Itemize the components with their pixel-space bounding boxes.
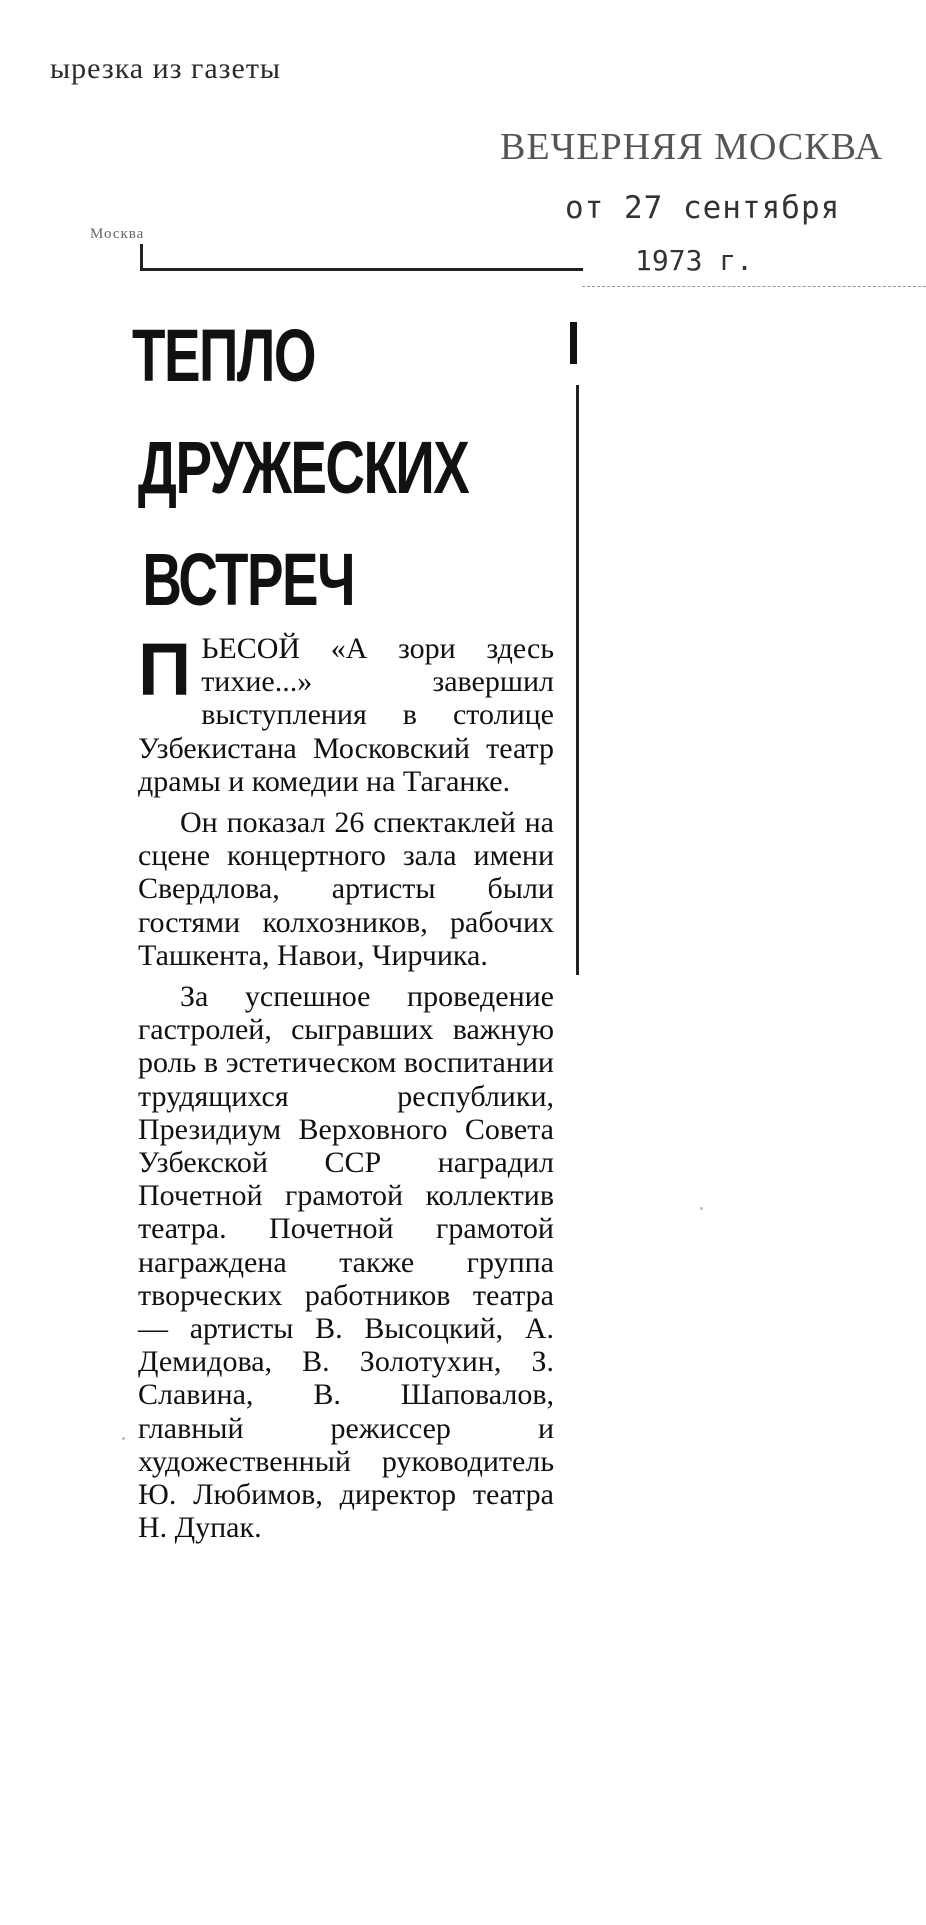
paragraph-2: Он показал 26 спектаклей на сцене концертного зала имени Свердлова, артисты были гостями колхозников, рабочих Ташкента, Навои, Чирчика. xyxy=(138,806,554,972)
clipping-label: ырезка из газеты xyxy=(50,52,282,85)
headline-line-2: ДРУЖЕСКИХ xyxy=(137,426,469,509)
article-body xyxy=(138,628,554,1545)
column-mark xyxy=(570,322,577,364)
paper-speck xyxy=(700,1207,703,1210)
paper-speck xyxy=(122,1437,125,1440)
drop-cap: П xyxy=(138,628,192,711)
publication-date: от 27 сентября xyxy=(565,190,841,226)
city-stamp: Москва xyxy=(90,226,145,242)
paragraph-3: За успешное проведение гастролей, сыгравших важную роль в эстетическом воспитании трудящихся республики, Президиум Верховного Совета Узбекской ССР наградил Почетной грамотой коллектив театра. Почетной грамотой награждена также группа творческих работников театра — артисты В. Высоцкий, А. Демидова, В. Золотухин, З. Славина, В. Шаповалов, главный режиссер и художественный руководитель Ю. Любимов, директор театра Н. Дупак. xyxy=(138,980,554,1545)
header-rule xyxy=(140,244,583,271)
newspaper-name: ВЕЧЕРНЯЯ МОСКВА xyxy=(500,126,884,168)
headline-line-1: ТЕПЛО xyxy=(132,314,315,397)
column-rule xyxy=(576,385,579,975)
dotted-cut-line xyxy=(582,286,926,287)
paragraph-1 xyxy=(138,628,554,798)
article-headline xyxy=(132,300,468,636)
paragraph-1-text: ЬЕСОЙ «А зори здесь тихие...» завершил выступления в столице Узбекистана Московский театр драмы и комедии на Таганке. xyxy=(138,632,554,798)
publication-year: 1973 г. xyxy=(635,244,754,277)
headline-line-3: ВСТРЕЧ xyxy=(142,538,355,621)
